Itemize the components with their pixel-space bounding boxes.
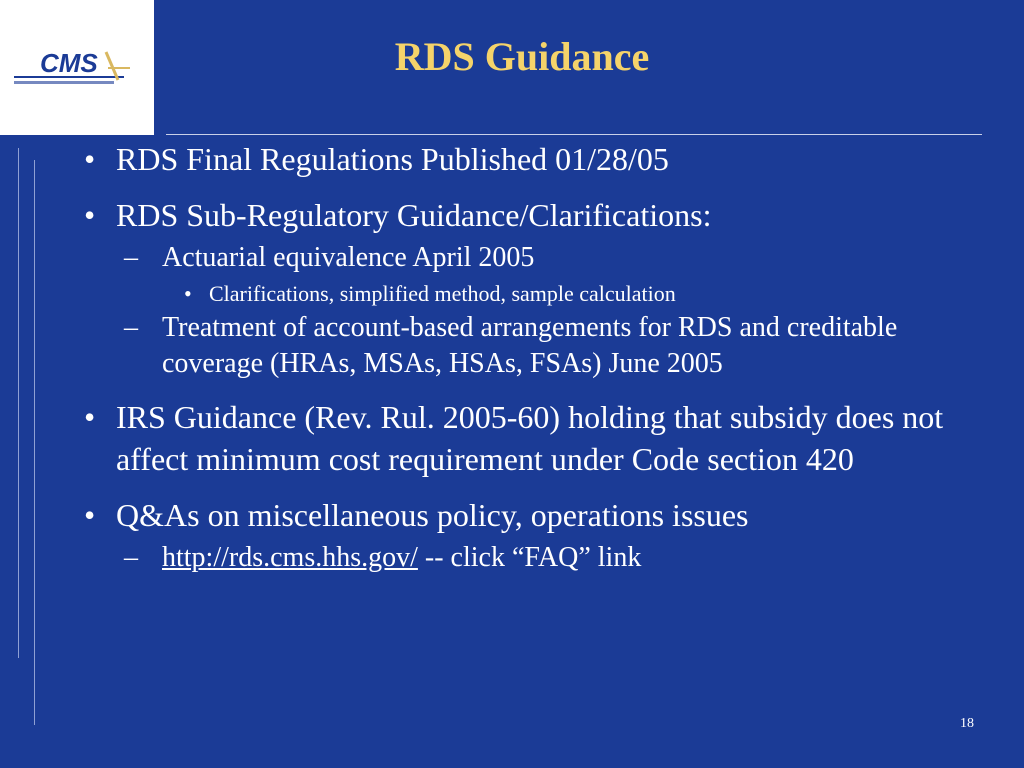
sub-bullet-text: Actuarial equivalence April 2005 [162,242,535,273]
sub-bullet-text: -- click “FAQ” link [417,542,642,573]
bullet-text: IRS Guidance (Rev. Rul. 2005-60) holding that subsidy does not affect minimum cost requirement under Code section 420 [116,399,944,477]
bullet-item [84,396,944,480]
bullet-item [84,138,944,180]
sub-bullet-text: Treatment of account-based arrangements for RDS and creditable coverage (HRAs, MSAs, HSAs, FSAs) June 2005 [162,312,898,379]
bullet-dot: • [84,197,96,233]
sub-bullet-item [84,540,944,576]
bullet-dot: • [84,497,96,533]
slide-content [84,138,944,590]
bullet-text: RDS Final Regulations Published 01/28/05 [116,141,669,177]
sub-sub-bullet-text: Clarifications, simplified method, sample calculation [209,281,676,306]
logo-wordmark: CMS [40,48,98,78]
bullet-item [84,194,944,236]
bullet-dot: • [84,399,96,435]
sub-sub-bullet-item [84,280,944,308]
bullet-dot: • [184,281,192,306]
bullet-text: RDS Sub-Regulatory Guidance/Clarifications: [116,197,712,233]
sub-bullet-item [84,240,944,276]
title-divider [166,134,982,135]
left-decor-line [34,160,35,725]
bullet-dot: • [84,141,96,177]
dash-marker: – [124,542,138,573]
left-decor-line [18,148,19,658]
slide-title: RDS Guidance [394,34,650,79]
dash-marker: – [124,312,138,343]
bullet-text: Q&As on miscellaneous policy, operations issues [116,497,749,533]
faq-link[interactable]: http://rds.cms.hhs.gov/ [162,542,418,573]
bullet-item [84,494,944,536]
sub-bullet-item [84,310,944,382]
page-number: 18 [960,716,974,731]
dash-marker: – [124,242,138,273]
